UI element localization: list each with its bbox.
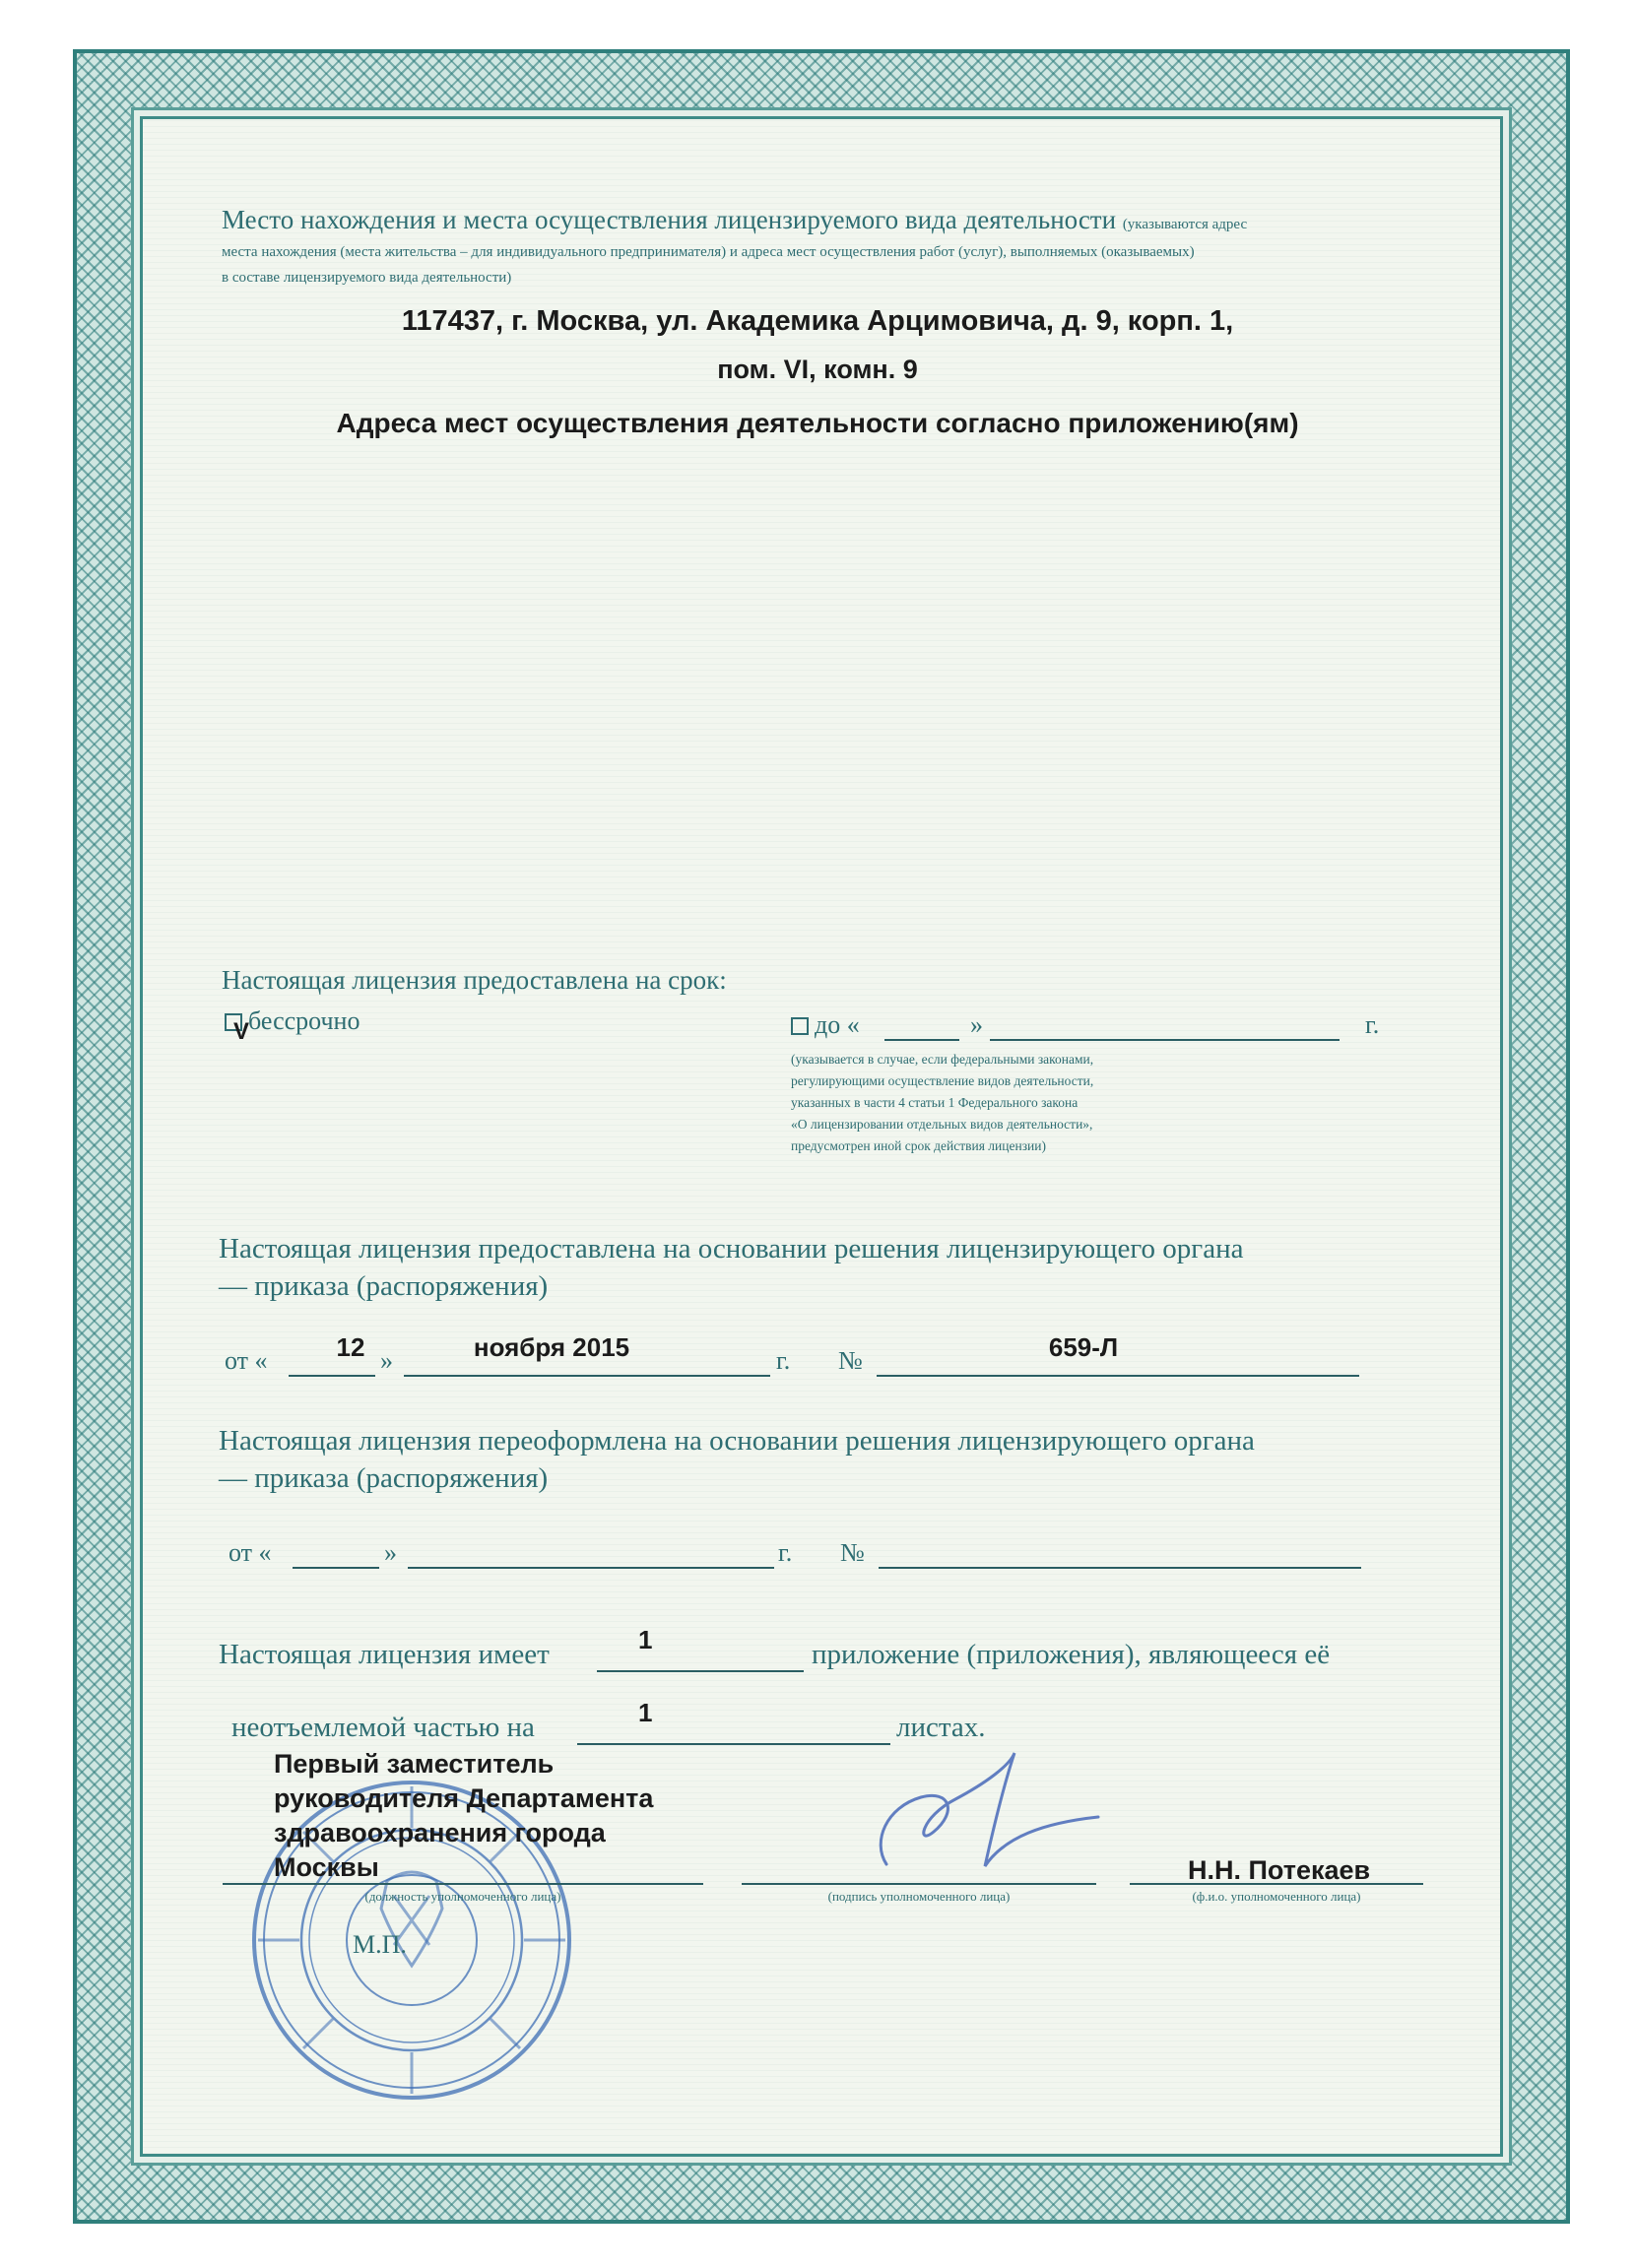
term-heading: Настоящая лицензия предоставлена на срок: bbox=[222, 965, 727, 995]
reissue-day-line bbox=[293, 1567, 379, 1569]
signer-position-1: Первый заместитель bbox=[274, 1749, 555, 1779]
term-footnote-1: (указывается в случае, если федеральными законами, bbox=[791, 1052, 1094, 1067]
appendix-line1-prefix: Настоящая лицензия имеет bbox=[219, 1639, 550, 1670]
reissue-date-line bbox=[408, 1567, 774, 1569]
seal-label: М.П. bbox=[353, 1930, 407, 1959]
name-caption: (ф.и.о. уполномоченного лица) bbox=[1192, 1889, 1361, 1904]
location-heading: Место нахождения и места осуществления лицензируемого вида деятельности (указываются адрес bbox=[222, 205, 1248, 234]
reissue-close-quote: » bbox=[384, 1538, 397, 1567]
appendix-line2-suffix: листах. bbox=[896, 1712, 986, 1743]
until-day-line bbox=[884, 1039, 959, 1041]
term-footnote-5: предусмотрен иной срок действия лицензии) bbox=[791, 1138, 1046, 1153]
basis-month-year: ноября 2015 bbox=[473, 1332, 630, 1362]
basis-day-line bbox=[289, 1375, 375, 1377]
basis-month-line bbox=[404, 1375, 770, 1377]
basis-line-1: Настоящая лицензия предоставлена на основании решения лицензирующего органа bbox=[219, 1233, 1244, 1264]
term-footnote-4: «О лицензировании отдельных видов деятельности», bbox=[791, 1117, 1093, 1132]
basis-close-quote: » bbox=[380, 1346, 393, 1375]
signature-line bbox=[742, 1883, 1096, 1885]
basis-year-suffix: г. bbox=[776, 1346, 791, 1375]
until-checkbox bbox=[791, 1017, 809, 1035]
reissue-line-2: — приказа (распоряжения) bbox=[219, 1462, 549, 1494]
appendix-line1-suffix: приложение (приложения), являющееся её bbox=[812, 1639, 1331, 1670]
until-date-line bbox=[990, 1039, 1340, 1041]
addresses-note: Адреса мест осуществления деятельности согласно приложению(ям) bbox=[336, 408, 1299, 438]
appendix-count-line bbox=[597, 1670, 804, 1672]
reissue-year-suffix: г. bbox=[778, 1538, 793, 1567]
until-prefix: до « bbox=[815, 1010, 860, 1039]
signer-position-2: руководителя Департамента bbox=[274, 1783, 654, 1813]
until-mid: » bbox=[970, 1010, 983, 1039]
location-note-line3: в составе лицензируемого вида деятельности) bbox=[222, 270, 512, 286]
indefinite-label: бессрочно bbox=[248, 1006, 360, 1035]
reissue-line-1: Настоящая лицензия переоформлена на основании решения лицензирующего органа bbox=[219, 1425, 1255, 1457]
basis-number: 659-Л bbox=[1048, 1332, 1119, 1362]
term-footnote-3: указанных в части 4 статьи 1 Федерального закона bbox=[791, 1095, 1079, 1110]
location-note-line2: места нахождения (места жительства – для индивидуального предпринимателя) и адреса мест осуществления работ (услуг), выполняемых (оказываемых) bbox=[222, 244, 1195, 260]
signer-position-3: здравоохранения города bbox=[274, 1818, 606, 1847]
position-caption: (должность уполномоченного лица) bbox=[364, 1889, 561, 1904]
signer-name: Н.Н. Потекаев bbox=[1188, 1855, 1371, 1885]
sheet-count-line bbox=[577, 1743, 890, 1745]
appendix-line2-prefix: неотъемлемой частью на bbox=[231, 1712, 535, 1743]
name-line bbox=[1130, 1883, 1423, 1885]
basis-from-label: от « bbox=[225, 1346, 268, 1375]
basis-day: 12 bbox=[336, 1332, 365, 1362]
basis-number-label: № bbox=[838, 1346, 863, 1375]
handwritten-signature bbox=[847, 1728, 1113, 1881]
reissue-number-line bbox=[879, 1567, 1361, 1569]
address-line-2: пом. VI, комн. 9 bbox=[717, 355, 918, 384]
indefinite-check-mark: V bbox=[233, 1018, 250, 1045]
term-footnote-2: регулирующими осуществление видов деятельности, bbox=[791, 1073, 1094, 1088]
address-line-1: 117437, г. Москва, ул. Академика Арцимовича, д. 9, корп. 1, bbox=[401, 305, 1234, 337]
reissue-number-label: № bbox=[840, 1538, 865, 1567]
signer-position-4: Москвы bbox=[274, 1852, 379, 1882]
term-until-option bbox=[791, 1010, 860, 1040]
location-note-start: (указываются адрес bbox=[1122, 217, 1248, 232]
reissue-from-label: от « bbox=[229, 1538, 272, 1567]
until-year-suffix: г. bbox=[1365, 1010, 1380, 1039]
sheet-count: 1 bbox=[638, 1698, 653, 1727]
appendix-count: 1 bbox=[638, 1625, 653, 1654]
position-line bbox=[223, 1883, 703, 1885]
signature-caption: (подпись уполномоченного лица) bbox=[827, 1889, 1011, 1904]
basis-line-2: — приказа (распоряжения) bbox=[219, 1270, 549, 1302]
basis-number-line bbox=[877, 1375, 1359, 1377]
